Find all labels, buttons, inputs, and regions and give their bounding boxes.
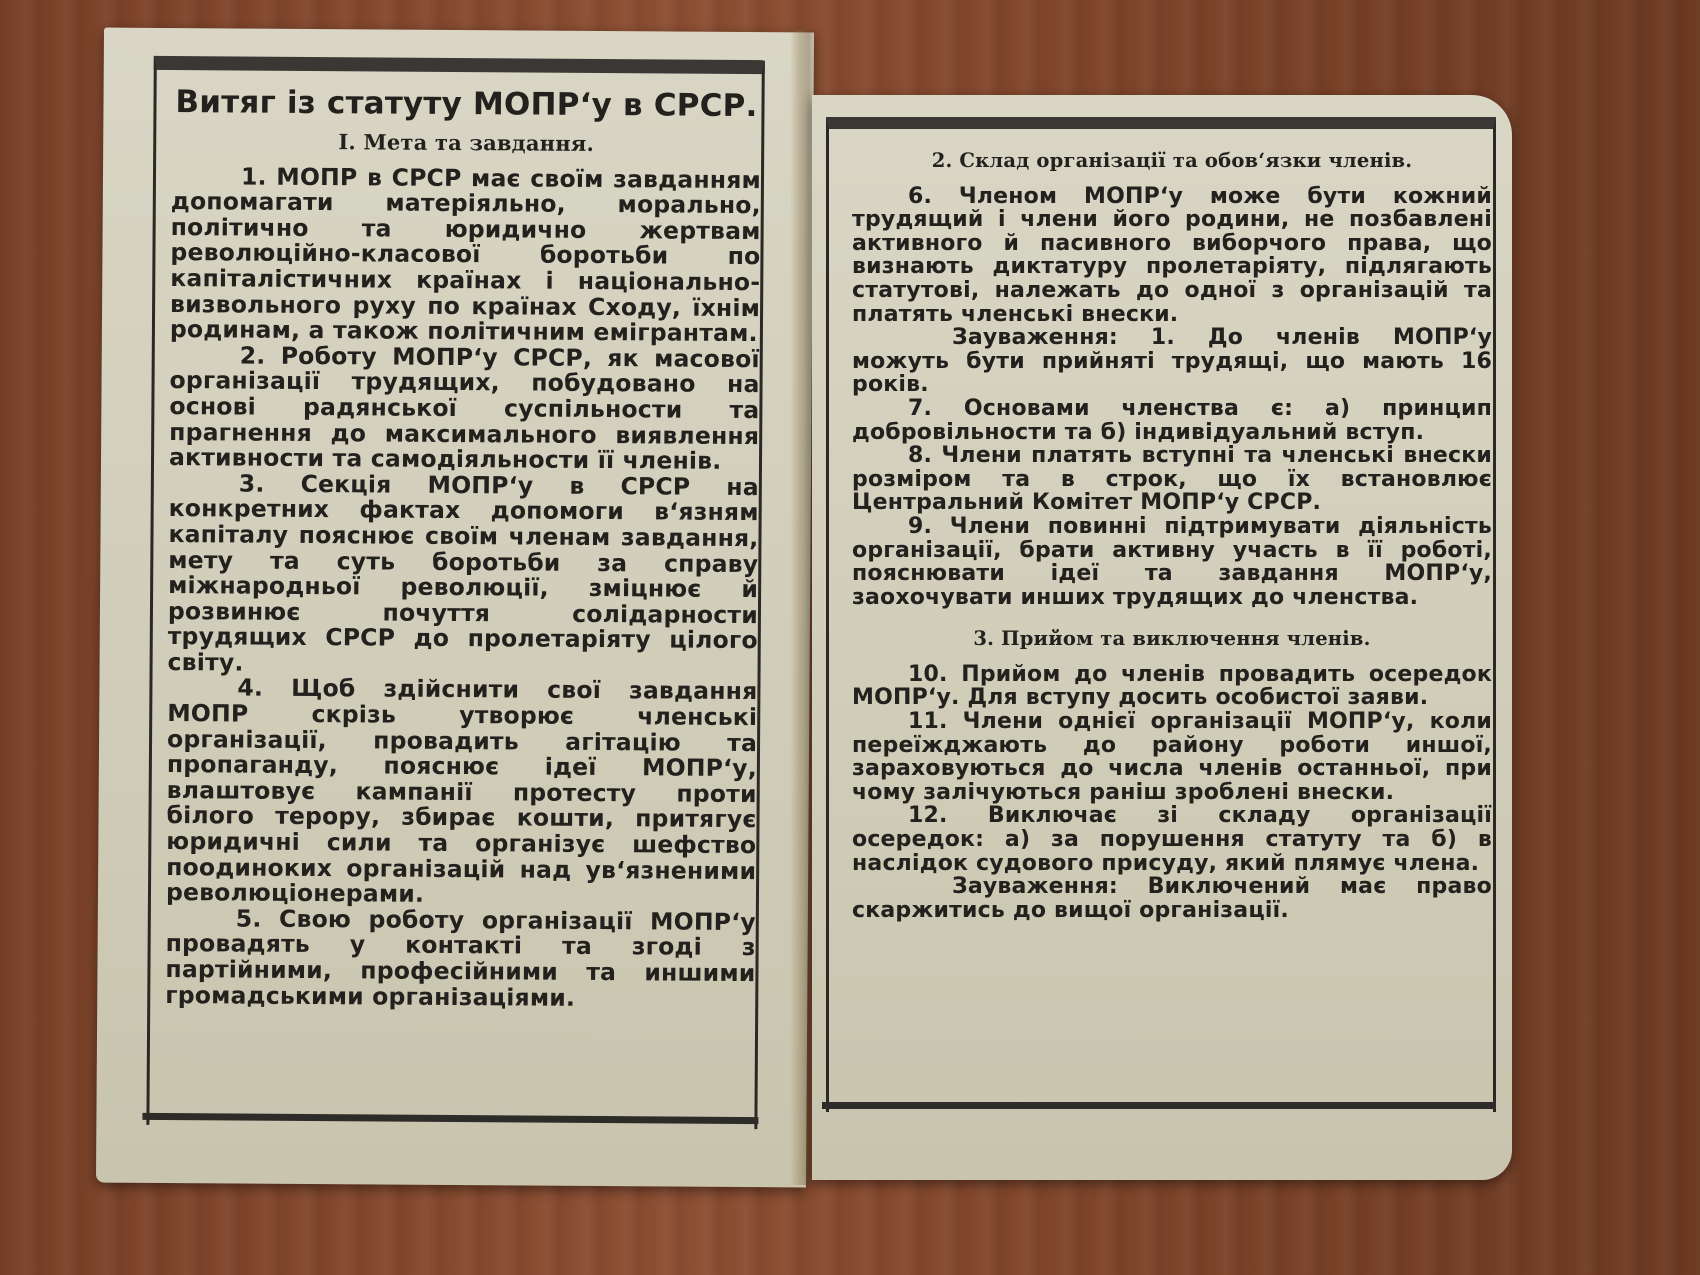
paragraph-5: 5. Свою роботу організації МОПР‘у провадять у контакті та згоді з партійними, професійними та иншими громадськими організаціями. xyxy=(165,904,756,1012)
left-page-text xyxy=(165,68,762,1012)
paragraph-4: 4. Щоб здійснити свої завдання МОПР скрізь утворює членські організації, провадить агітацію та пропаганду, пояснює ідеї МОПР‘у, влаштовує кампанії протесту проти білого терору, збирає кошти, притягує юридичні сили та організує шефство поодиноких організацій над ув‘язненими революціонерами. xyxy=(165,673,758,909)
right-page-text xyxy=(852,143,1492,922)
right-bottom-rule xyxy=(822,1102,1496,1109)
section-2-heading: 2. Склад організації та обов‘язки членів. xyxy=(931,149,1413,172)
paragraph-12: 12. Виключає зі складу організації осередок: а) за порушення статуту та б) в наслідок судового присуду, який плямує члена. xyxy=(852,803,1492,876)
paragraph-8: 8. Члени платять вступні та членські внески розміром та в строк, що їх встановлює Центральний Комітет МОПР‘у СРСР. xyxy=(852,443,1492,516)
paragraph-9: 9. Члени повинні підтримувати діяльність організації, брати активну участь в її роботі, пояснювати ідеї та завдання МОПР‘у, заохочувати инших трудящих до членства. xyxy=(852,513,1492,610)
paragraph-7: 7. Основами членства є: а) принцип добровільности та б) індивідуальний вступ. xyxy=(852,395,1492,445)
paragraph-10: 10. Прийом до членів провадить осередок МОПР‘у. Для вступу досить особистої заяви. xyxy=(852,661,1492,711)
paragraph-11: 11. Члени однієї організації МОПР‘у, коли переїжджають до району роботи иншої, зараховуються до числа членів останньої, при чому залічуються раніш зроблені внески. xyxy=(852,709,1492,805)
section-3-heading: 3. Прийом та виключення членів. xyxy=(973,627,1371,651)
paragraph-6: 6. Членом МОПР‘у може бути кожний трудящий і члени його родини, не позбавлені активного й пасивного виборчого права, що визнають диктатуру пролетаріяту, підлягають статутові, належать до одної з організацій та платять членські внески. xyxy=(852,183,1492,327)
paragraph-2: 2. Роботу МОПР‘у СРСР, як масової організації трудящих, побудовано на основі радянської суспільности та прагнення до максимального виявлення активности та самодіяльности її членів. xyxy=(168,341,760,475)
document-title: Витяг із статуту МОПР‘у в СРСР. xyxy=(175,84,758,125)
right-page xyxy=(812,95,1512,1180)
note-2: Зауваження: Виключений має право скаржитись до вищої організації. xyxy=(852,874,1492,923)
paragraph-1: 1. МОПР в СРСР має своїм завданням допомагати матеріяльно, морально, політично та юридично жертвам революційно-класової боротьби по капіталістичних країнах і національно-визвольного руху по країнах Сходу, їхнім родинам, а також політичним емігрантам. xyxy=(169,162,762,348)
paragraph-3: 3. Секція МОПР‘у в СРСР на конкретних фактах допомоги в‘язням капіталу пояснює своїм членам завдання, мету та суть боротьби за справу міжнародньої революції, зміцнює й розвинює почуття солідарности трудящих СРСР до пролетаріяту цілого світу. xyxy=(167,469,759,677)
section-1-heading: І. Мета та завдання. xyxy=(338,129,595,156)
left-page xyxy=(96,28,814,1188)
note-1: Зауваження: 1. До членів МОПР‘у можуть бути прийняті трудящі, що мають 16 років. xyxy=(852,325,1492,398)
